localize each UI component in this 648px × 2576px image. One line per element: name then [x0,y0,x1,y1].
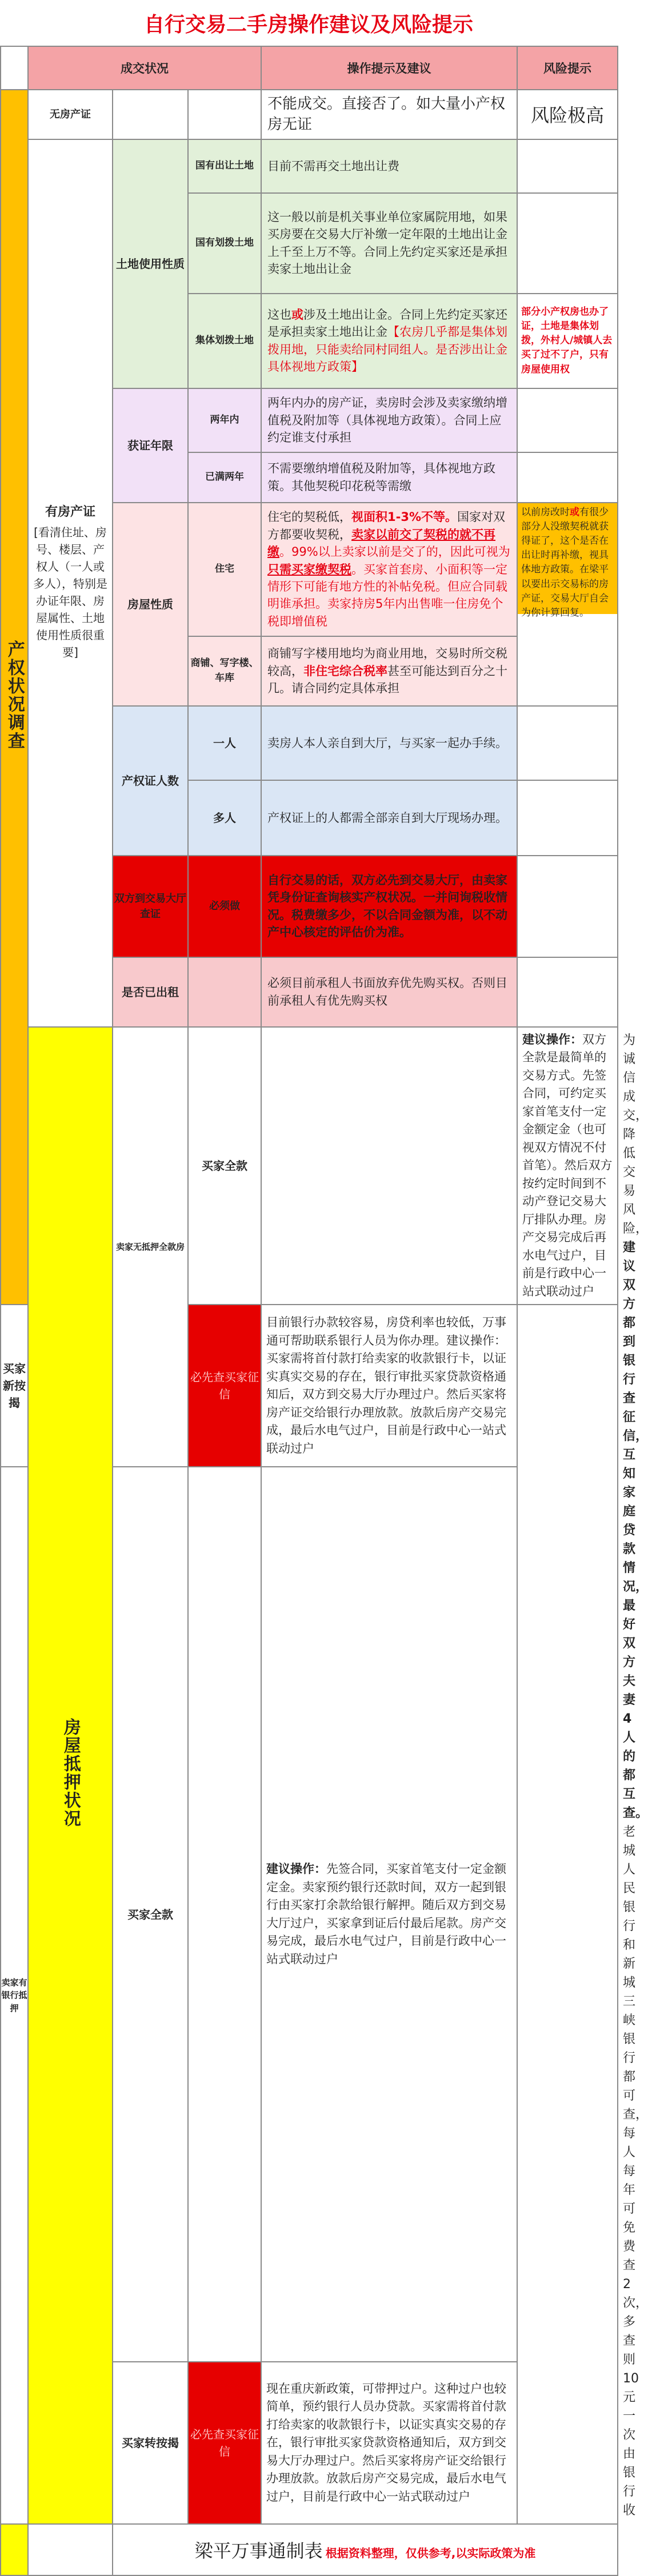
ptype-row-1-label: 商铺、写字楼、车库 [188,636,261,706]
footer-main: 梁平万事通制表 [194,2539,323,2562]
footer-sub: 根据资料整理，仅供参考,以实际政策为准 [325,2546,536,2560]
land-row-0-risk [517,139,618,193]
ptype-row-1-advice: 商铺写字楼用地均为商业用地，交易时所交税较高，非住宅综合税率甚至可能达到百分之十几。请合同约定具体承担 [261,636,517,706]
years-row-1-risk [517,452,618,503]
land-row-1-risk [517,193,618,294]
ptype-risk [517,503,618,706]
mortgage-row-1-advice: 目前银行办款较容易，房贷利率也较低，万事通可帮助联系银行人员为你办理。建议操作：买家需将首付款打给卖家的收款银行卡，以证实真实交易的存在，银行审批买家贷款资格通知后，双方到交易大厅办理过户。然后买家将房产证交给银行办理放款。放款后房产交易完成，最后水电气过户，目前是行政中心一站式联动过户 [261,1305,517,1467]
land-label: 土地使用性质 [113,139,188,388]
rented-advice: 必须目前承租人书面放弃优先购买权。否则目前承租人有优先购买权 [261,957,517,1027]
land-row-0-advice: 目前不需再交土地出让费 [261,139,517,193]
ptype-row-0-advice: 住宅的契税低，视面积1-3%不等。国家对双方都要收契税，卖家以前交了契税的就不再缴。99%以上卖家以前是交了的，因此可视为只需买家缴契税。买家首套房、小面积等一定情形下可能有地方性的补帖免税。但应合同载明谁承担。卖家持房5年内出售唯一住房免个税即增值税 [261,503,517,636]
no-cert-risk: 风险极高 [517,90,618,139]
mortgage-row-3-advice: 现在重庆新政策，可带押过户。这种过户也较简单，预约银行人员办贷款。买家需将首付款打给卖家的收款银行卡，以证实真实交易的存在，银行审批买家贷款资格通知后，双方到交易大厅办理过户。然后买家将房产证交给银行办理放款。放款后房产交易完成，最后水电气过户，目前是行政中心一站式联动过户 [261,2362,517,2524]
mortgage-row-1-must: 必先查买家征信 [188,1305,261,1467]
footer [113,2524,618,2575]
owners-row-1-label: 多人 [188,780,261,856]
ptype-risk-text: 以前房改时或有很少部分人没缴契税就获得证了，这个是否在出让时再补缴，视具体地方政策。在梁平以要出示交易标的房产证，交易大厅自会为你计算回复。 [518,503,617,614]
info-table [0,46,648,2576]
header-blank [1,46,28,90]
header-advice: 操作提示及建议 [261,46,517,90]
land-row-2-advice: 这也或涉及土地出让金。合同上先约定买家还是承担卖家土地出让金【农房几乎都是集体划拨用地，只能卖给同村同组人。是否涉出让金具体视地方政策】 [261,294,517,388]
mortgage-row-2-must [188,1467,261,2362]
owners-label: 产权证人数 [113,706,188,856]
mortgage-risk-text: 为诚信成交，降低交易风险，建议双方都到银行查征信，互知家庭贷款情况，最好 双方夫妻4人的都互查。老城人民银行和新城三峡银行都可查，每人每年可免费查2次，多查则10元一次由银行收 [623,1033,648,2518]
mortgage-row-0-advice: 建议操作：双方全款是最简单的交易方式。先签合同，可约定买家首笔支付一定金额定金（也可视双方情况不付首笔）。然后双方按约定时间到不动产登记交易大厅排队办理。房产交易完成后再水电气过户，目前是行政中心一站式联动过户 [517,1027,618,1305]
section-property-check: 产权状况调查 [1,90,28,1305]
mortgage-row-2-label: 买家全款 [113,1467,188,2362]
footer-blank [1,2524,28,2575]
ptype-label: 房屋性质 [113,503,188,706]
checkhall-advice: 自行交易的话，双方必先到交易大厅，由卖家凭身份证查询核实产权状况。一并问询税收情况。税费缴多少，不以合同金额为准，以不动产中心核定的评估价为准。 [261,856,517,957]
no-cert-label: 无房产证 [28,90,113,139]
years-label: 获证年限 [113,388,188,503]
has-cert-note: [看清住址、房号、楼层、产权人（一人或多人），特别是办证年限、房屋属性、土地使用性质很重要] [33,525,107,660]
mortgage-row-3-label: 买家转按揭 [113,2362,188,2524]
checkhall-risk [517,856,618,957]
land-row-2-risk: 部分小产权房也办了证，土地是集体划拨，外村人/城镇人去买了过不了户，只有房屋使用权 [517,294,618,388]
mortgage-row-3-must: 必先查买家征信 [188,2362,261,2524]
years-row-1-label: 已满两年 [188,452,261,503]
page-title: 自行交易二手房操作建议及风险提示 [143,13,473,37]
has-cert-label: 有房产证 [45,505,95,520]
with-mortgage-label: 卖家有银行抵押 [1,1467,28,2524]
no-cert-advice: 不能成交。直接否了。如大量小产权房无证 [261,90,517,139]
has-cert-cell [28,139,113,1027]
checkhall-must: 必须做 [188,856,261,957]
years-row-1-advice: 不需要缴纳增值税及附加等，具体视地方政策。其他契税印花税等需缴 [261,452,517,503]
header-risk: 风险提示 [517,46,618,90]
footer-blank2 [28,2524,113,2575]
years-row-0-risk [517,388,618,452]
land-row-0-label: 国有出让土地 [188,139,261,193]
owners-row-1-advice: 产权证上的人都需全部亲自到大厅现场办理。 [261,780,517,856]
rented-risk [517,957,618,1027]
years-row-0-advice: 两年内办的房产证，卖房时会涉及卖家缴纳增值税及附加等（具体视地方政策）。合同上应约定谁支付承担 [261,388,517,452]
rented-label: 是否已出租 [113,957,188,1027]
mortgage-row-0-label: 买家全款 [188,1027,261,1305]
land-row-2-label: 集体划拨土地 [188,294,261,388]
ptype-row-0-label: 住宅 [188,503,261,636]
checkhall-label: 双方到交易大厅查证 [113,856,188,957]
no-cert-blank2 [188,90,261,139]
mortgage-row-2-advice: 建议操作：先签合同，买家首笔支付一定金额定金。卖家预约银行还款时间，双方一起到银行由买家打余款给银行解押。随后双方到交易大厅过户，买家拿到证后付最后尾款。房产交易完成，最后水电气过户，目前是行政中心一站式联动过户 [261,1467,517,2362]
mortgage-row-0-must [261,1027,517,1305]
mortgage-row-1-label: 买家新按揭 [1,1305,28,1467]
header-status: 成交状况 [28,46,261,90]
no-cert-blank1 [113,90,188,139]
years-row-0-label: 两年内 [188,388,261,452]
land-row-1-label: 国有划拨土地 [188,193,261,294]
owners-row-1-risk [517,780,618,856]
land-row-1-advice: 这一般以前是机关事业单位家属院用地，如果买房要在交易大厅补缴一定年限的土地出让金上千至上万不等。合同上先约定买家还是承担卖家土地出让金 [261,193,517,294]
owners-row-0-risk [517,706,618,780]
no-mortgage-label: 卖家无抵押全款房 [113,1027,188,1467]
section-mortgage: 房屋抵押状况 [28,1027,113,2524]
rented-blank [188,957,261,1027]
owners-row-0-advice: 卖房人本人亲自到大厅，与买家一起办手续。 [261,706,517,780]
owners-row-0-label: 一人 [188,706,261,780]
